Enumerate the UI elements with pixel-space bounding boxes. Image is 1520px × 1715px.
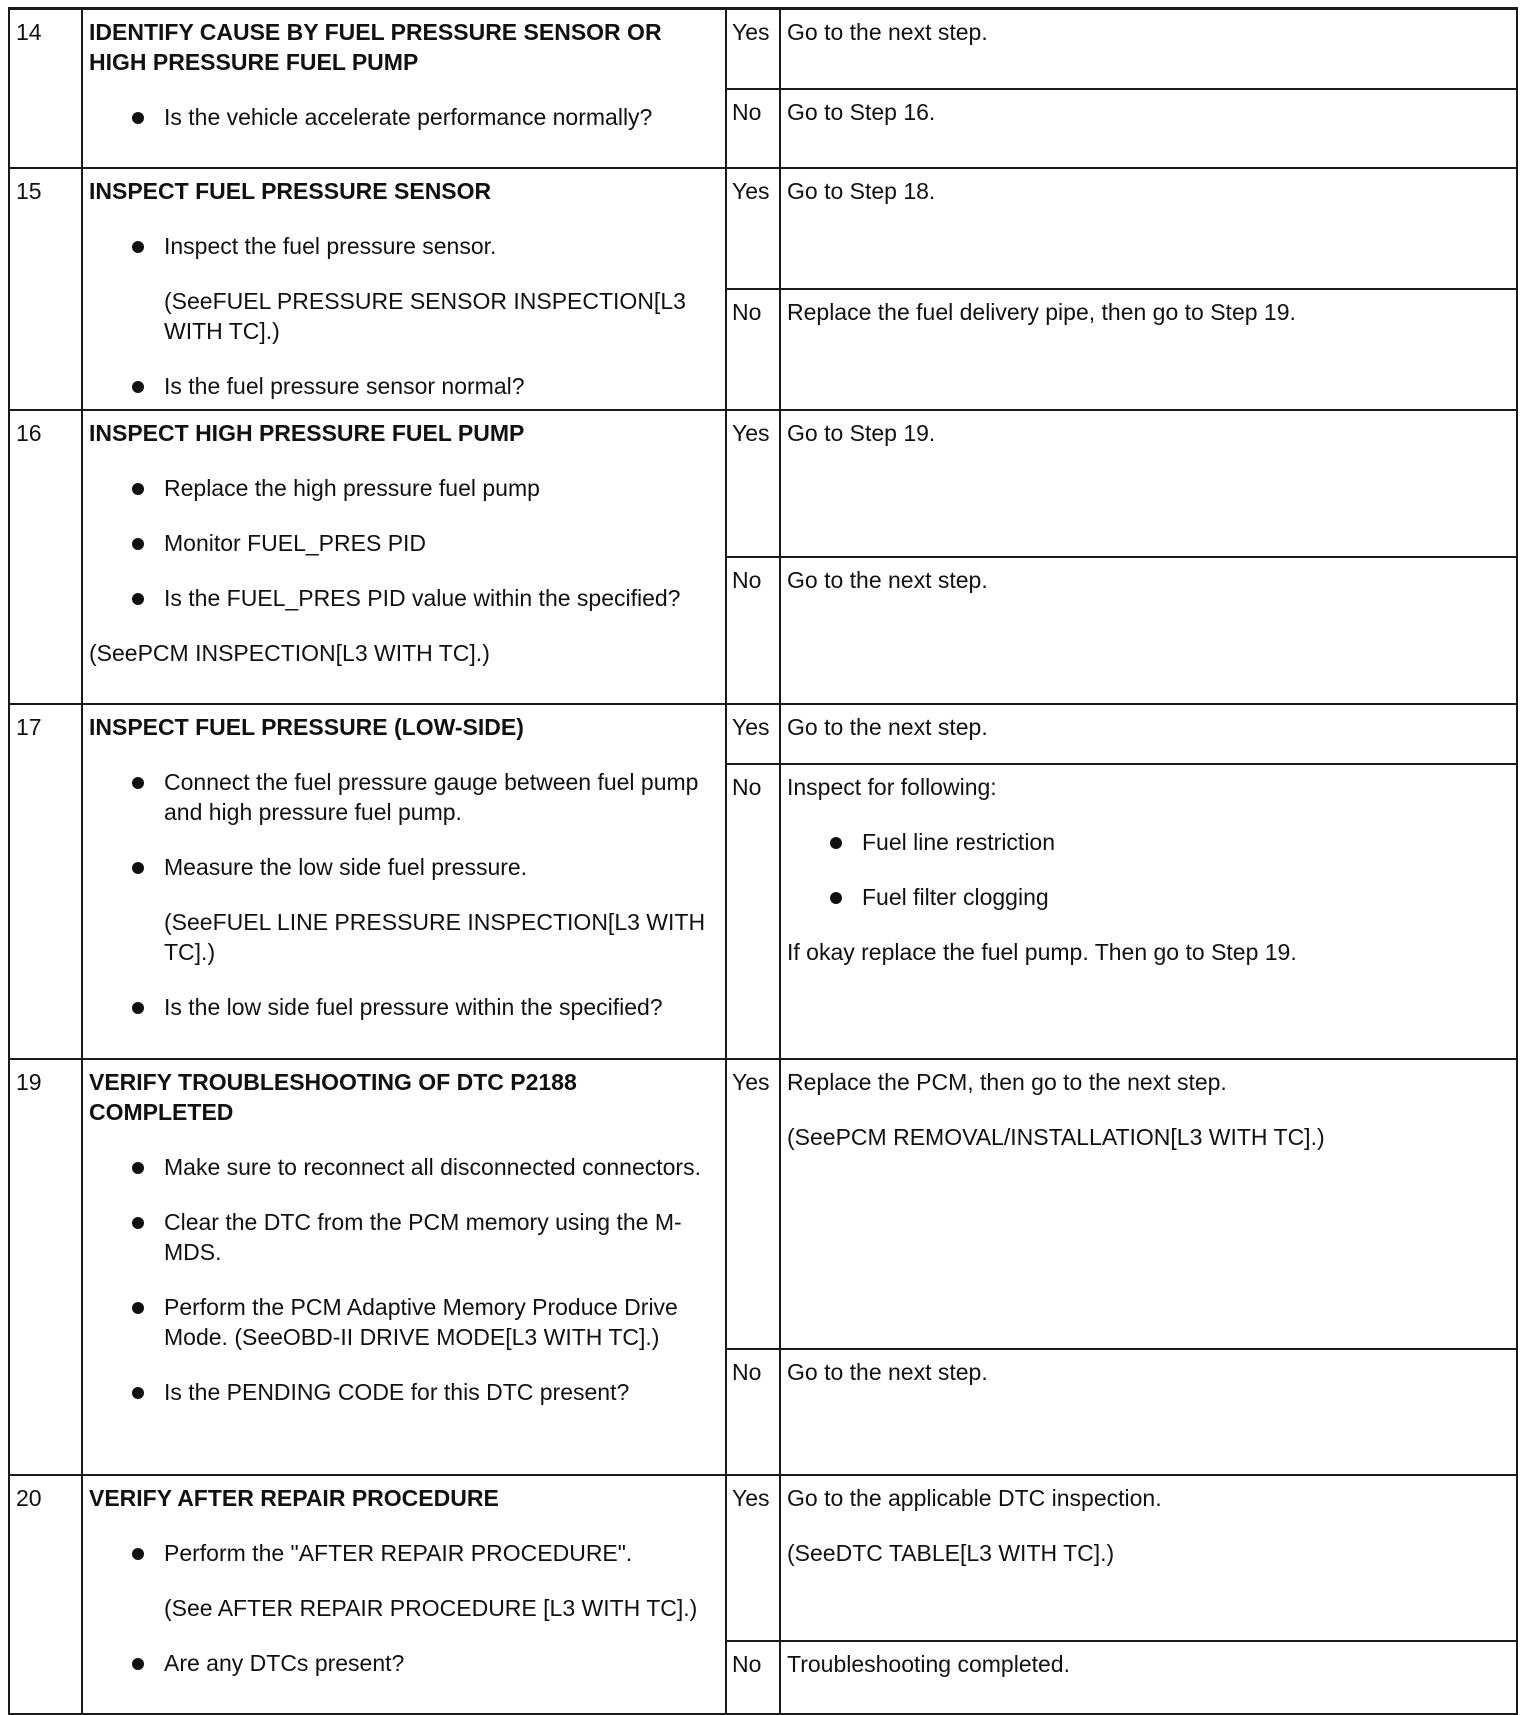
yes-label: Yes [726,1475,780,1641]
no-result: Go to the next step. [780,1349,1517,1475]
yes-result [780,1059,1517,1349]
step-bullets [89,102,718,132]
step-bullets [89,992,718,1022]
step-title: INSPECT HIGH PRESSURE FUEL PUMP [89,419,525,446]
no-label: No [726,1349,780,1475]
step-action [82,9,726,168]
no-label: No [726,289,780,410]
step-number: 19 [9,1059,82,1475]
yes-result [780,1475,1517,1641]
bullet-item: Is the vehicle accelerate performance normally? [89,102,718,132]
reference-note: (SeeFUEL PRESSURE SENSOR INSPECTION[L3 WITH TC].) [164,287,686,344]
no-label: No [726,764,780,1059]
no-result-outro: If okay replace the fuel pump. Then go to Step 19. [787,938,1297,965]
bullet-item: Make sure to reconnect all disconnected connectors. [89,1152,718,1182]
step-number: 20 [9,1475,82,1714]
step-bullets [89,371,718,401]
bullet-item: Perform the PCM Adaptive Memory Produce Drive Mode. (SeeOBD-II DRIVE MODE[L3 WITH TC].) [89,1292,718,1352]
yes-result: Go to Step 18. [780,168,1517,290]
bullet-item: Is the fuel pressure sensor normal? [89,371,718,401]
step-action [82,1475,726,1714]
yes-result: Go to Step 19. [780,410,1517,557]
bullet-item: Perform the "AFTER REPAIR PROCEDURE". [89,1538,718,1568]
bullet-item: Replace the high pressure fuel pump [89,473,718,503]
step-action [82,1059,726,1475]
reference-note: (SeeFUEL LINE PRESSURE INSPECTION[L3 WITH TC].) [164,908,706,965]
step-row-14 [9,9,1517,89]
step-bullets [89,1648,718,1678]
yes-label: Yes [726,410,780,557]
reference-note: (SeePCM REMOVAL/INSTALLATION[L3 WITH TC].) [787,1123,1325,1150]
step-row-16 [9,410,1517,557]
bullet-item: Clear the DTC from the PCM memory using the M-MDS. [89,1207,718,1267]
no-result-intro: Inspect for following: [787,773,997,800]
step-title: IDENTIFY CAUSE BY FUEL PRESSURE SENSOR OR HIGH PRESSURE FUEL PUMP [89,19,662,75]
yes-label: Yes [726,9,780,89]
step-bullets [89,1538,718,1568]
bullet-item: Is the low side fuel pressure within the specified? [89,992,718,1022]
bullet-item: Is the FUEL_PRES PID value within the specified? [89,583,718,613]
step-action [82,704,726,1059]
step-number: 17 [9,704,82,1059]
step-number: 15 [9,168,82,410]
step-number: 16 [9,410,82,704]
no-label: No [726,557,780,704]
step-title: VERIFY TROUBLESHOOTING OF DTC P2188 COMPLETED [89,1068,577,1125]
reference-note: (See AFTER REPAIR PROCEDURE [L3 WITH TC].) [164,1594,698,1621]
step-title: INSPECT FUEL PRESSURE (LOW-SIDE) [89,713,524,740]
step-title: VERIFY AFTER REPAIR PROCEDURE [89,1484,499,1511]
no-result: Go to Step 16. [780,89,1517,168]
reference-note: (SeeDTC TABLE[L3 WITH TC].) [787,1539,1115,1566]
step-bullets [89,473,718,613]
step-action [82,410,726,704]
yes-result-text: Replace the PCM, then go to the next step. [787,1068,1227,1095]
yes-label: Yes [726,704,780,764]
step-action [82,168,726,410]
no-label: No [726,89,780,168]
bullet-item: Connect the fuel pressure gauge between fuel pump and high pressure fuel pump. [89,767,718,827]
diagnostic-procedure-table [8,7,1518,1715]
no-result: Replace the fuel delivery pipe, then go to Step 19. [780,289,1517,410]
yes-result: Go to the next step. [780,704,1517,764]
step-bullets [89,767,718,882]
step-bullets [89,1152,718,1407]
yes-result: Go to the next step. [780,9,1517,89]
step-row-15 [9,168,1517,290]
step-row-19 [9,1059,1517,1349]
yes-result-text: Go to the applicable DTC inspection. [787,1484,1162,1511]
no-result [780,764,1517,1059]
bullet-item: Monitor FUEL_PRES PID [89,528,718,558]
no-result: Go to the next step. [780,557,1517,704]
bullet-item: Fuel filter clogging [787,882,1509,912]
step-bullets [89,231,718,261]
bullet-item: Is the PENDING CODE for this DTC present? [89,1377,718,1407]
reference-note: (SeePCM INSPECTION[L3 WITH TC].) [89,639,490,666]
step-row-17 [9,704,1517,764]
bullet-item: Are any DTCs present? [89,1648,718,1678]
yes-label: Yes [726,1059,780,1349]
no-label: No [726,1641,780,1714]
step-row-20 [9,1475,1517,1641]
step-title: INSPECT FUEL PRESSURE SENSOR [89,177,492,204]
bullet-item: Measure the low side fuel pressure. [89,852,718,882]
inspection-bullets [787,827,1509,912]
bullet-item: Inspect the fuel pressure sensor. [89,231,718,261]
no-result: Troubleshooting completed. [780,1641,1517,1714]
bullet-item: Fuel line restriction [787,827,1509,857]
step-number: 14 [9,9,82,168]
yes-label: Yes [726,168,780,290]
